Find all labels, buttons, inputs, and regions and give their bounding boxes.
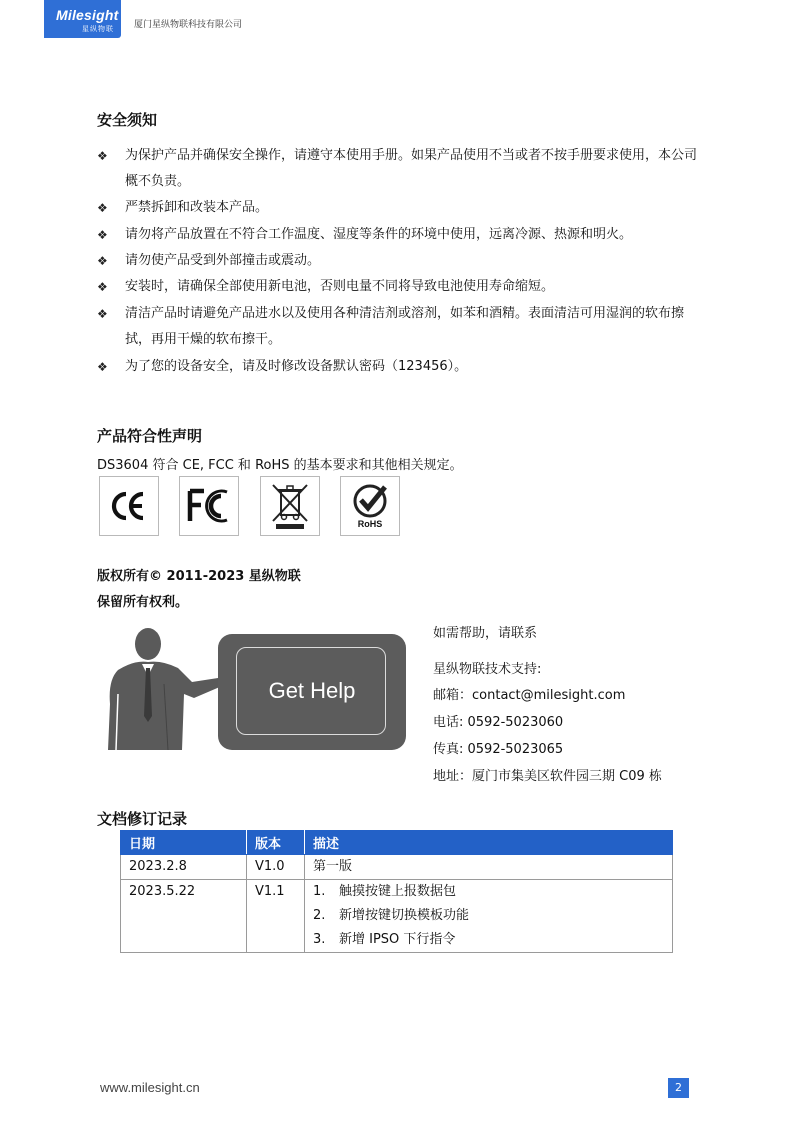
header-company-name: 厦门星纵物联科技有限公司 bbox=[134, 20, 243, 30]
safety-item-text: 安装时，请确保全部使用新电池，否则电量不同将导致电池使用寿命缩短。 bbox=[125, 279, 555, 294]
get-help-panel bbox=[218, 634, 406, 750]
bullet-diamond-icon: ❖ bbox=[97, 201, 108, 215]
desc-line bbox=[313, 928, 664, 952]
cell-version: V1.0 bbox=[247, 855, 305, 880]
page-number-badge: 2 bbox=[668, 1078, 689, 1098]
copyright-line: 版权所有© 2011-2023 星纵物联 bbox=[97, 569, 301, 584]
cell-version: V1.1 bbox=[247, 880, 305, 953]
cell-description bbox=[305, 855, 673, 880]
desc-text: 新增按键切换模板功能 bbox=[339, 908, 470, 923]
rohs-mark-icon bbox=[340, 476, 400, 536]
bullet-diamond-icon: ❖ bbox=[97, 149, 108, 163]
header-description: 描述 bbox=[305, 831, 673, 855]
safety-item bbox=[97, 222, 707, 248]
safety-item bbox=[97, 274, 707, 300]
desc-text: 新增 IPSO 下行指令 bbox=[339, 932, 456, 947]
safety-item bbox=[97, 195, 707, 221]
safety-item-text: 清洁产品时请避免产品进水以及使用各种清洁剂或溶剂，如苯和酒精。表面清洁可用湿润的软布擦拭，再用干燥的软布擦干。 bbox=[125, 306, 685, 347]
header-version: 版本 bbox=[247, 831, 305, 855]
desc-number: 3. bbox=[313, 932, 326, 947]
support-label: 星纵物联技术支持: bbox=[433, 662, 542, 677]
get-help-illustration bbox=[100, 624, 410, 754]
rohs-label: RoHS bbox=[357, 519, 383, 529]
safety-item bbox=[97, 301, 707, 353]
logo-text: Milesight bbox=[56, 7, 119, 23]
table-row bbox=[121, 855, 673, 880]
desc-line bbox=[313, 880, 664, 904]
table-header-row bbox=[121, 831, 673, 855]
safety-item-text: 为了您的设备安全，请及时修改设备默认密码（123456）。 bbox=[125, 359, 468, 374]
cell-description bbox=[305, 880, 673, 953]
rights-line: 保留所有权利。 bbox=[97, 595, 189, 610]
safety-item bbox=[97, 143, 707, 195]
cell-date: 2023.5.22 bbox=[121, 880, 247, 953]
safety-item-text: 为保护产品并确保安全操作，请遵守本使用手册。如果产品使用不当或者不按手册要求使用，本公司概不负责。 bbox=[125, 148, 698, 189]
desc-number: 2. bbox=[313, 908, 326, 923]
get-help-button-frame bbox=[236, 647, 386, 735]
revision-title: 文档修订记录 bbox=[97, 810, 188, 828]
safety-item-text: 严禁拆卸和改装本产品。 bbox=[125, 200, 269, 215]
table-row bbox=[121, 880, 673, 953]
conformity-text: DS3604 符合 CE, FCC 和 RoHS 的基本要求和其他相关规定。 bbox=[97, 458, 463, 473]
help-intro: 如需帮助，请联系 bbox=[433, 626, 538, 641]
safety-item-text: 请勿将产品放置在不符合工作温度、湿度等条件的环境中使用，远离冷源、热源和明火。 bbox=[125, 227, 633, 242]
weee-bin-icon bbox=[260, 476, 320, 536]
bullet-diamond-icon: ❖ bbox=[97, 280, 108, 294]
header-date: 日期 bbox=[121, 831, 247, 855]
cell-date: 2023.2.8 bbox=[121, 855, 247, 880]
footer-website-link[interactable]: www.milesight.cn bbox=[100, 1080, 200, 1095]
contact-phone: 电话: 0592-5023060 bbox=[433, 715, 564, 730]
conformity-title: 产品符合性声明 bbox=[97, 427, 203, 445]
fcc-mark-icon bbox=[179, 476, 239, 536]
logo-subtext: 星纵物联 bbox=[82, 25, 114, 33]
brand-logo bbox=[44, 0, 121, 38]
desc-text: 触摸按键上报数据包 bbox=[339, 884, 457, 899]
ce-mark-icon bbox=[99, 476, 159, 536]
desc-line bbox=[313, 904, 664, 928]
contact-fax: 传真: 0592-5023065 bbox=[433, 742, 564, 757]
safety-item-text: 请勿使产品受到外部撞击或震动。 bbox=[125, 253, 321, 268]
bullet-diamond-icon: ❖ bbox=[97, 360, 108, 374]
bullet-diamond-icon: ❖ bbox=[97, 228, 108, 242]
revision-table bbox=[120, 830, 673, 953]
desc-line: 第一版 bbox=[313, 859, 353, 874]
bullet-diamond-icon: ❖ bbox=[97, 254, 108, 268]
contact-email[interactable]: 邮箱：contact@milesight.com bbox=[433, 688, 626, 703]
bullet-diamond-icon: ❖ bbox=[97, 307, 108, 321]
contact-address: 地址：厦门市集美区软件园三期 C09 栋 bbox=[433, 769, 662, 784]
safety-item bbox=[97, 354, 707, 380]
safety-title: 安全须知 bbox=[97, 111, 158, 129]
get-help-label: Get Help bbox=[268, 678, 356, 703]
desc-number: 1. bbox=[313, 884, 326, 899]
safety-item bbox=[97, 248, 707, 274]
